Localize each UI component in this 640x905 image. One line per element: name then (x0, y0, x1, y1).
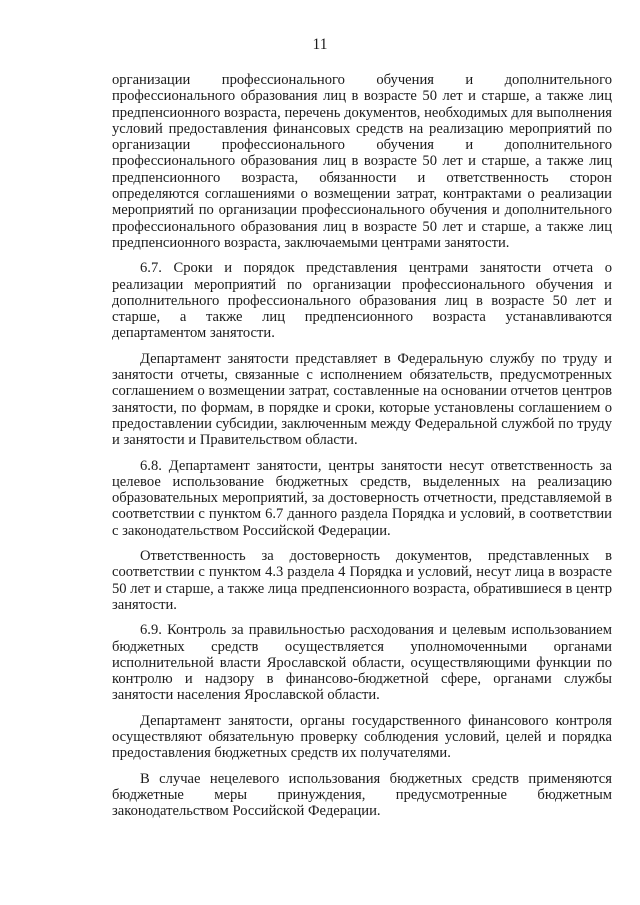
paragraph-continuation: организации профессионального обучения и дополнительного профессионального образования лиц в возрасте 50 лет и старше, а также лиц предпенсионного возраста, перечень документов, необходимых для выполнения условий предоставления финансовых средств на реализацию мероприятий по организации профессионального обучения и дополнительного профессионального образования лиц в возрасте 50 лет и старше, а также лиц предпенсионного возраста, обязанности и ответственность сторон определяются соглашениями о возмещении затрат, контрактами о реализации мероприятий по организации профессионального обучения и дополнительного профессионального образования лиц в возрасте 50 лет и старше, а также лиц предпенсионного возраста, заключаемыми центрами занятости. (112, 72, 612, 251)
paragraph-responsibility: Ответственность за достоверность документов, представленных в соответствии с пунктом 4.3 раздела 4 Порядка и условий, несут лица в возрасте 50 лет и старше, а также лица предпенсионного возраста, обратившиеся в центр занятости. (112, 548, 612, 613)
paragraph-financial-control: Департамент занятости, органы государственного финансового контроля осуществляют обязательную проверку соблюдения условий, целей и порядка предоставления бюджетных средств их получателями. (112, 712, 612, 762)
paragraph-misuse: В случае нецелевого использования бюджетных средств применяются бюджетные меры принуждения, предусмотренные бюджетным законодательством Российской Федерации. (112, 770, 612, 820)
paragraph-6-8: 6.8. Департамент занятости, центры занятости несут ответственность за целевое использование бюджетных средств, выделенных на реализацию образовательных мероприятий, за достоверность отчетности, представляемой в соответствии с пунктом 6.7 данного раздела Порядка и условий, в соответствии с законодательством Российской Федерации. (112, 457, 612, 539)
paragraph-6-9: 6.9. Контроль за правильностью расходования и целевым использованием бюджетных средств осуществляется уполномоченными органами исполнительной власти Ярославской области, осуществляющими функции по контролю и надзору в финансово-бюджетной сфере, органами службы занятости населения Ярославской области. (112, 622, 612, 704)
paragraph-department-reports: Департамент занятости представляет в Федеральную службу по труду и занятости отчеты, связанные с исполнением обязательств, предусмотренных соглашением о возмещении затрат, составленные на основании отчетов центров занятости, по формам, в порядке и сроки, которые установлены соглашением о предоставлении субсидии, заключенным между Федеральной службой по труду и занятости и Правительством области. (112, 350, 612, 449)
document-body (112, 72, 612, 819)
page-number: 11 (312, 36, 328, 53)
paragraph-6-7: 6.7. Сроки и порядок представления центрами занятости отчета о реализации мероприятий по организации профессионального обучения и дополнительного профессионального образования лиц в возрасте 50 лет и старше, а также лиц предпенсионного возраста устанавливаются департаментом занятости. (112, 260, 612, 342)
